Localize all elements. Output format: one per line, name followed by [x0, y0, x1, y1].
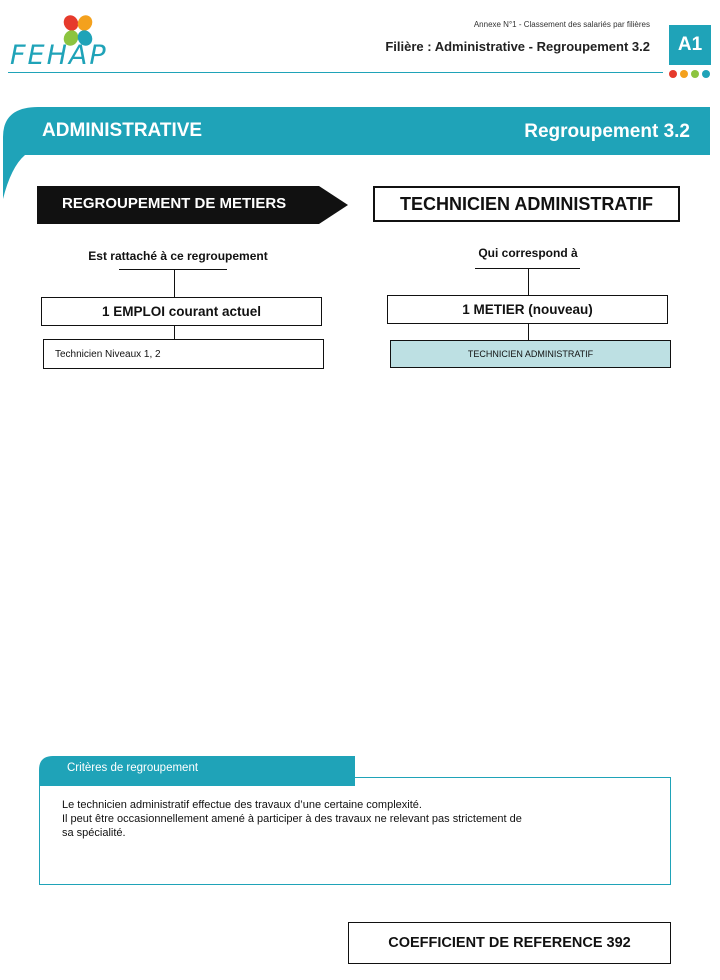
emploi-box: 1 EMPLOI courant actuel — [41, 297, 322, 326]
annex-caption: Annexe N°1 - Classement des salariés par filières — [473, 20, 650, 29]
groupement-label: REGROUPEMENT DE METIERS — [62, 195, 287, 212]
metier-box: 1 METIER (nouveau) — [387, 295, 668, 324]
header-divider — [8, 72, 663, 73]
left-subtitle: Est rattaché à ce regroupement — [88, 249, 268, 263]
banner-group: Regroupement 3.2 — [524, 121, 690, 142]
criteria-line: Il peut être occasionnellement amené à participer à des travaux ne relevant pas strictement de — [62, 813, 522, 825]
criteria-tab-label: Critères de regroupement — [67, 762, 199, 774]
dot-orange — [680, 70, 688, 78]
emploi-item: Technicien Niveaux 1, 2 — [43, 339, 324, 369]
dot-green — [691, 70, 699, 78]
left-connector-top — [174, 270, 175, 298]
left-subtitle-underline — [119, 269, 227, 270]
filiere-title: Filière : Administrative - Regroupement 3.2 — [385, 39, 650, 54]
dot-red — [669, 70, 677, 78]
right-connector-top — [528, 269, 529, 296]
color-dots — [669, 70, 710, 78]
section-badge: A1 — [669, 25, 711, 65]
dot-teal — [702, 70, 710, 78]
criteria-line: sa spécialité. — [62, 827, 126, 839]
left-connector-bottom — [174, 326, 175, 339]
logo-wordmark: FEHAP — [10, 40, 108, 71]
metier-title: TECHNICIEN ADMINISTRATIF — [373, 186, 680, 222]
coefficient-box: COEFFICIENT DE REFERENCE 392 — [348, 922, 671, 964]
criteria-text — [62, 798, 622, 840]
banner-category: ADMINISTRATIVE — [42, 120, 203, 141]
right-connector-bottom — [528, 324, 529, 340]
criteria-line: Le technicien administratif effectue des travaux d’une certaine complexité. — [62, 799, 422, 811]
right-subtitle: Qui correspond à — [478, 246, 578, 260]
metier-item: TECHNICIEN ADMINISTRATIF — [390, 340, 671, 368]
